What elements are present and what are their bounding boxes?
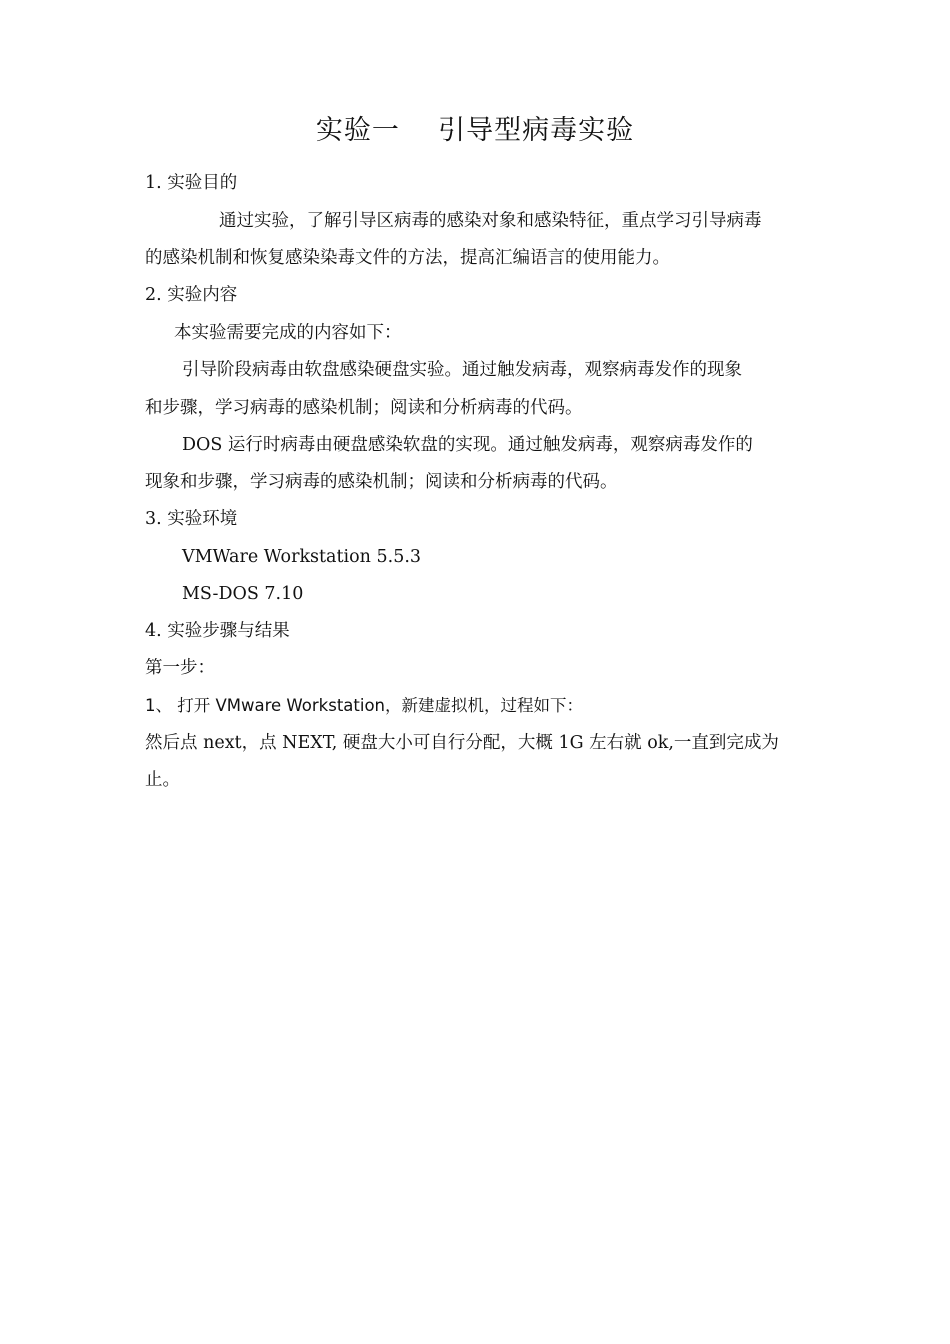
environment-item-1: VMWare Workstation 5.5.3	[182, 547, 422, 567]
content-item-1-line-2: 和步骤，学习病毒的感染机制；阅读和分析病毒的代码。	[145, 398, 583, 418]
step-label: 第一步：	[145, 658, 215, 678]
section-heading-content: 2. 实验内容	[145, 285, 238, 305]
section-heading-purpose: 1. 实验目的	[145, 173, 238, 193]
section-heading-environment: 3. 实验环境	[145, 509, 238, 529]
content-item-2-line-1: DOS 运行时病毒由硬盘感染软盘的实现。通过触发病毒，观察病毒发作的	[182, 435, 753, 455]
section-heading-steps: 4. 实验步骤与结果	[145, 621, 290, 641]
document-title: 实验一 引导型病毒实验	[315, 115, 635, 146]
environment-item-2: MS-DOS 7.10	[182, 584, 304, 604]
purpose-body-line-1: 通过实验，了解引导区病毒的感染对象和感染特征，重点学习引导病毒	[219, 211, 762, 231]
content-intro: 本实验需要完成的内容如下：	[174, 323, 402, 343]
content-item-1-line-1: 引导阶段病毒由软盘感染硬盘实验。通过触发病毒，观察病毒发作的现象	[182, 360, 742, 380]
step-1-detail-line-2: 止。	[145, 770, 180, 790]
step-1: 1、 打开 VMware Workstation，新建虚拟机，过程如下：	[145, 696, 583, 715]
step-1-detail-line-1: 然后点 next，点 NEXT, 硬盘大小可自行分配，大概 1G 左右就 ok,一直到完成为	[145, 733, 779, 753]
content-item-2-line-2: 现象和步骤，学习病毒的感染机制；阅读和分析病毒的代码。	[145, 472, 618, 492]
purpose-body-line-2: 的感染机制和恢复感染染毒文件的方法，提高汇编语言的使用能力。	[145, 248, 670, 268]
